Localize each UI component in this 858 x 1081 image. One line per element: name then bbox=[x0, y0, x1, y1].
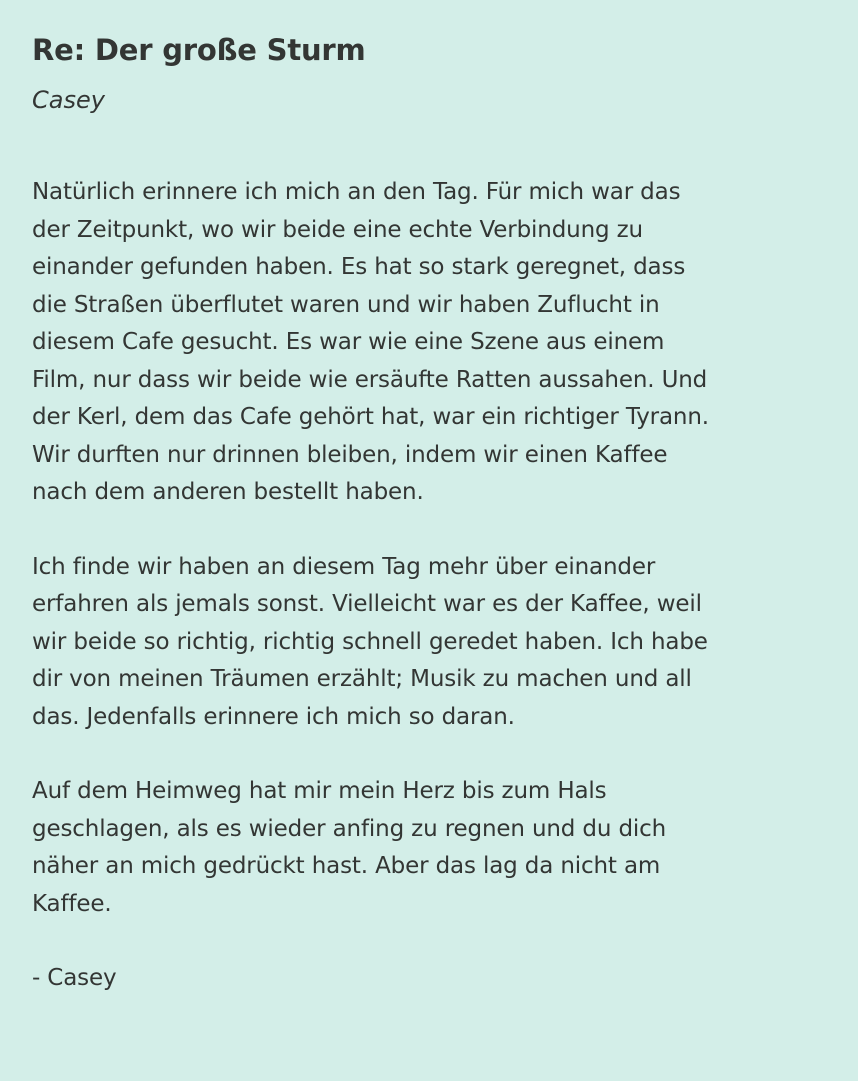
message-paragraph: Natürlich erinnere ich mich an den Tag. Für mich war das der Zeitpunkt, wo wir beide eine echte Verbindung zu einander gefunden haben. Es hat so stark geregnet, dass die Straßen überflutet waren und wir haben Zuflucht in diesem Cafe gesucht. Es war wie eine Szene aus einem Film, nur dass wir beide wie ersäufte Ratten aussahen. Und der Kerl, dem das Cafe gehört hat, war ein richtiger Tyrann. Wir durften nur drinnen bleiben, indem wir einen Kaffee nach dem anderen bestellt haben. bbox=[32, 179, 709, 505]
message-subject: Re: Der große Sturm bbox=[32, 33, 366, 67]
message-paragraph: Auf dem Heimweg hat mir mein Herz bis zum Hals geschlagen, als es wieder anfing zu regnen und du dich näher an mich gedrückt hast. Aber das lag da nicht am Kaffee. bbox=[32, 778, 667, 917]
message-paragraph: Ich finde wir haben an diesem Tag mehr über einander erfahren als jemals sonst. Vielleicht war es der Kaffee, weil wir beide so richtig, richtig schnell geredet haben. Ich habe dir von meinen Träumen erzählt; Musik zu machen und all das. Jedenfalls erinnere ich mich so daran. bbox=[32, 553, 708, 730]
message-body bbox=[32, 174, 826, 998]
message-sender: Casey bbox=[32, 86, 105, 114]
message-signature: - Casey bbox=[32, 965, 117, 991]
